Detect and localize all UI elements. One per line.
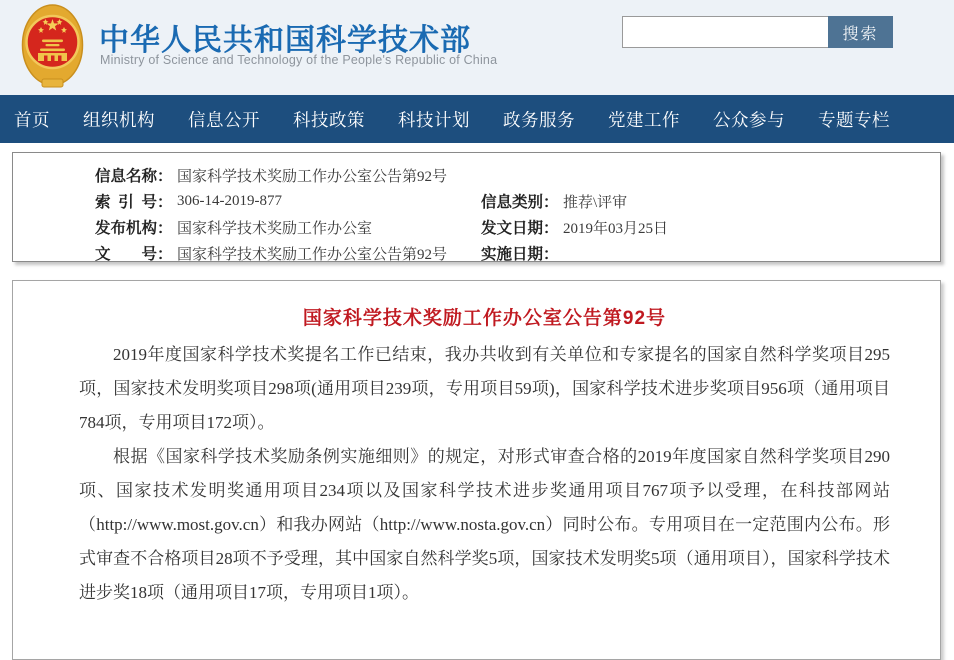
nav-item-home[interactable]: 首页 xyxy=(14,109,50,130)
meta-value: 国家科学技术奖励工作办公室公告第92号 xyxy=(177,246,448,263)
site-subtitle: Ministry of Science and Technology of the People's Republic of China xyxy=(100,53,498,67)
search-bar xyxy=(622,16,893,48)
site-header xyxy=(0,0,954,95)
meta-value: 2019年03月25日 xyxy=(563,220,669,237)
nav-item-st-policy[interactable]: 科技政策 xyxy=(293,109,365,130)
meta-row xyxy=(95,214,940,240)
nav-item-party-building[interactable]: 党建工作 xyxy=(608,109,680,130)
meta-value: 国家科学技术奖励工作办公室公告第92号 xyxy=(177,168,448,185)
nav-item-special-topics[interactable]: 专题专栏 xyxy=(818,109,890,130)
search-input[interactable] xyxy=(622,16,828,48)
meta-value: 国家科学技术奖励工作办公室 xyxy=(177,220,373,237)
national-emblem-logo xyxy=(21,3,84,92)
meta-row xyxy=(95,240,940,266)
announcement-title: 国家科学技术奖励工作办公室公告第92号 xyxy=(302,308,667,329)
meta-row xyxy=(95,162,940,188)
announcement-body xyxy=(79,338,890,610)
nav-item-organization[interactable]: 组织机构 xyxy=(83,109,155,130)
main-nav xyxy=(0,95,954,143)
meta-label: 发文日期： xyxy=(481,220,559,237)
site-title: 中华人民共和国科学技术部 xyxy=(99,24,471,57)
meta-label: 信息类别： xyxy=(481,194,559,211)
nav-item-info-disclosure[interactable]: 信息公开 xyxy=(188,109,260,130)
nav-item-st-programs[interactable]: 科技计划 xyxy=(398,109,470,130)
meta-label: 实施日期： xyxy=(481,246,559,263)
announcement-paragraph: 2019年度国家科学技术奖提名工作已结束，我办共收到有关单位和专家提名的国家自然科学奖项目295项，国家技术发明奖项目298项(通用项目239项，专用项目59项)，国家科学技术进步奖项目956项（通用项目784项，专用项目172项）。 xyxy=(79,345,890,432)
meta-label: 发布机构： xyxy=(95,220,173,237)
meta-label: 文号： xyxy=(95,246,173,263)
meta-row xyxy=(95,188,940,214)
search-button[interactable]: 搜索 xyxy=(828,16,893,48)
nav-item-gov-services[interactable]: 政务服务 xyxy=(503,109,575,130)
announcement-panel xyxy=(12,280,941,660)
meta-label: 信息名称： xyxy=(95,168,173,185)
nav-item-public-participation[interactable]: 公众参与 xyxy=(713,109,785,130)
meta-label: 索引号： xyxy=(95,194,173,211)
info-meta-panel xyxy=(12,152,941,262)
meta-value: 推荐\评审 xyxy=(563,194,628,211)
announcement-paragraph: 根据《国家科学技术奖励条例实施细则》的规定，对形式审查合格的2019年度国家自然科学奖项目290项、国家技术发明奖通用项目234项以及国家科学技术进步奖通用项目767项予以受理，在科技部网站（http://www.most.gov.cn）和我办网站（http://www.nosta.gov.cn）同时公布。专用项目在一定范围内公布。形式审查不合格项目28项不予受理，其中国家自然科学奖5项，国家技术发明奖5项（通用项目），国家科学技术进步奖18项（通用项目17项，专用项目1项）。 xyxy=(79,447,890,602)
meta-value: 306-14-2019-877 xyxy=(177,192,282,209)
